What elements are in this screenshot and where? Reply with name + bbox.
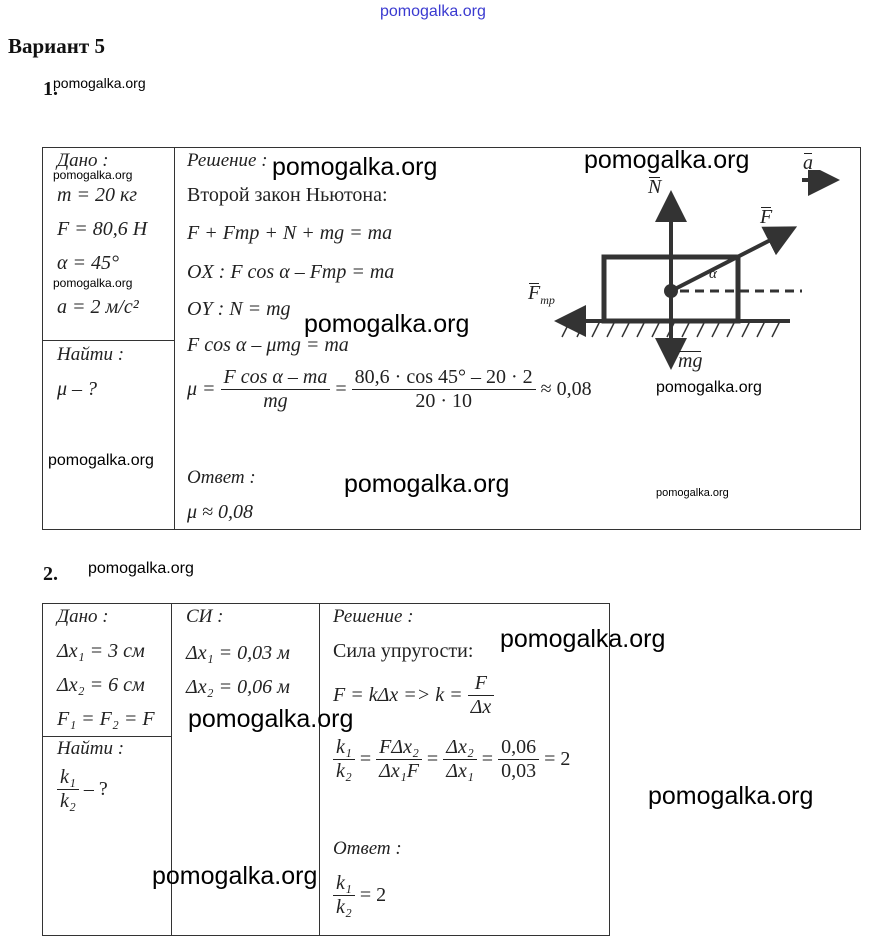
watermark: pomogalka.org <box>656 487 729 499</box>
eq5-frac1-num: F cos α – ma <box>221 366 331 390</box>
eq5-frac1-den: mg <box>263 390 288 412</box>
watermark: pomogalka.org <box>53 75 146 91</box>
diagram-label-mg: mg <box>678 350 703 372</box>
task1-eq2: OX : F cos α – Fтр = ma <box>187 261 395 283</box>
task1-answer: μ ≈ 0,08 <box>187 501 254 523</box>
task2-si-2: Δx₂ = 0,06 м <box>186 676 290 698</box>
task1-find-title: Найти : <box>57 344 125 365</box>
watermark: pomogalka.org <box>500 625 666 653</box>
eq5-frac1 <box>221 366 331 413</box>
diagram-label-Ftr: $F_{тр}$ <box>528 282 555 307</box>
watermark: pomogalka.org <box>648 782 814 810</box>
eq5-frac2 <box>352 366 536 413</box>
watermark: pomogalka.org <box>272 153 438 181</box>
task2-eq1: F = kΔx => k = $\frac{F}{\Delta x}$ <box>333 672 494 719</box>
task1-eq5: μ = $\frac{\text{F cos α – ma}}{mg}$ = $\frac{80,6 \cdot \cos 45^\circ - 20 \cdot 2}{20 \cdot 10}$ ≈ 0,08 <box>187 366 592 412</box>
task2-answer: $\frac{\text{k₁}}{\text{k₂}}$ = 2 <box>333 872 386 919</box>
task2-solution-intro: Сила упругости: <box>333 640 474 662</box>
task2-divider-2 <box>319 603 320 936</box>
task1-given-alpha: α = 45° <box>57 252 119 274</box>
task1-number: 1. <box>43 78 58 100</box>
task2-eq2: $\frac{\text{k₁}}{\text{k₂}}$ = $\frac{\text{FΔx₂}}{\text{Δx₁F}}$ = $\frac{\text{Δx₂}}{\text{Δx₁}}$ = $\frac{0,06}{0,03}$ = 2 <box>333 736 570 783</box>
task2-answer-title: Ответ : <box>333 838 402 859</box>
watermark: pomogalka.org <box>88 560 194 577</box>
eq5-lhs: μ = <box>187 378 216 400</box>
task1-given-a: a = 2 м/с² <box>57 296 139 318</box>
variant-title: Вариант 5 <box>8 34 105 58</box>
watermark: pomogalka.org <box>188 705 354 733</box>
diagram-label-F: F <box>760 206 773 228</box>
task1-find: μ – ? <box>57 378 98 400</box>
task2-given-divider <box>42 736 171 737</box>
watermark: pomogalka.org <box>584 146 750 174</box>
watermark: pomogalka.org <box>344 470 510 498</box>
task2-find: $\frac{\text{k₁}}{\text{k₂}}$ – ? <box>57 766 108 813</box>
watermark: pomogalka.org <box>656 379 762 396</box>
task1-answer-title: Ответ : <box>187 467 256 488</box>
watermark: pomogalka.org <box>53 168 133 182</box>
diagram-label-a: a <box>803 152 813 174</box>
eq5-result: ≈ 0,08 <box>540 378 592 400</box>
task1-given-title: Дано : <box>57 150 109 171</box>
task1-given-divider <box>42 340 174 341</box>
task2-given-3: F₁ = F₂ = F <box>57 708 155 730</box>
task1-eq3: OY : N = mg <box>187 298 291 320</box>
task2-find-title: Найти : <box>57 738 125 759</box>
task1-given-m: m = 20 кг <box>57 184 138 206</box>
task1-eq1: F + Fтр + N + mg = ma <box>187 222 393 244</box>
task1-eq4: F cos α – μmg = ma <box>187 334 349 356</box>
watermark: pomogalka.org <box>304 310 470 338</box>
diagram-label-N: N <box>648 176 662 198</box>
applied-force-arrow <box>671 230 790 291</box>
task1-divider <box>174 147 175 530</box>
watermark: pomogalka.org <box>53 276 133 290</box>
task2-given-title: Дано : <box>57 606 109 627</box>
task2-find-frac: $\frac{\text{k₁}}{\text{k₂}}$ <box>57 766 79 813</box>
task1-solution-title: Решение : <box>187 150 268 171</box>
task1-given-F: F = 80,6 Н <box>57 218 148 240</box>
task2-solution-title: Решение : <box>333 606 414 627</box>
eq5-frac2-den: 20 · 10 <box>415 390 472 412</box>
task2-si-title: СИ : <box>186 606 224 627</box>
eq5-frac2-num: 80,6 · cos 45° – 20 · 2 <box>352 366 536 390</box>
watermark: pomogalka.org <box>48 452 154 469</box>
task2-given-2: Δx₂ = 6 см <box>57 674 145 696</box>
diagram-label-alpha: α <box>709 266 717 282</box>
task2-given-1: Δx₁ = 3 см <box>57 640 145 662</box>
task2-number: 2. <box>43 563 58 585</box>
watermark: pomogalka.org <box>152 862 318 890</box>
task1-solution-intro: Второй закон Ньютона: <box>187 184 388 206</box>
top-watermark: pomogalka.org <box>380 3 486 20</box>
task2-si-1: Δx₁ = 0,03 м <box>186 642 290 664</box>
